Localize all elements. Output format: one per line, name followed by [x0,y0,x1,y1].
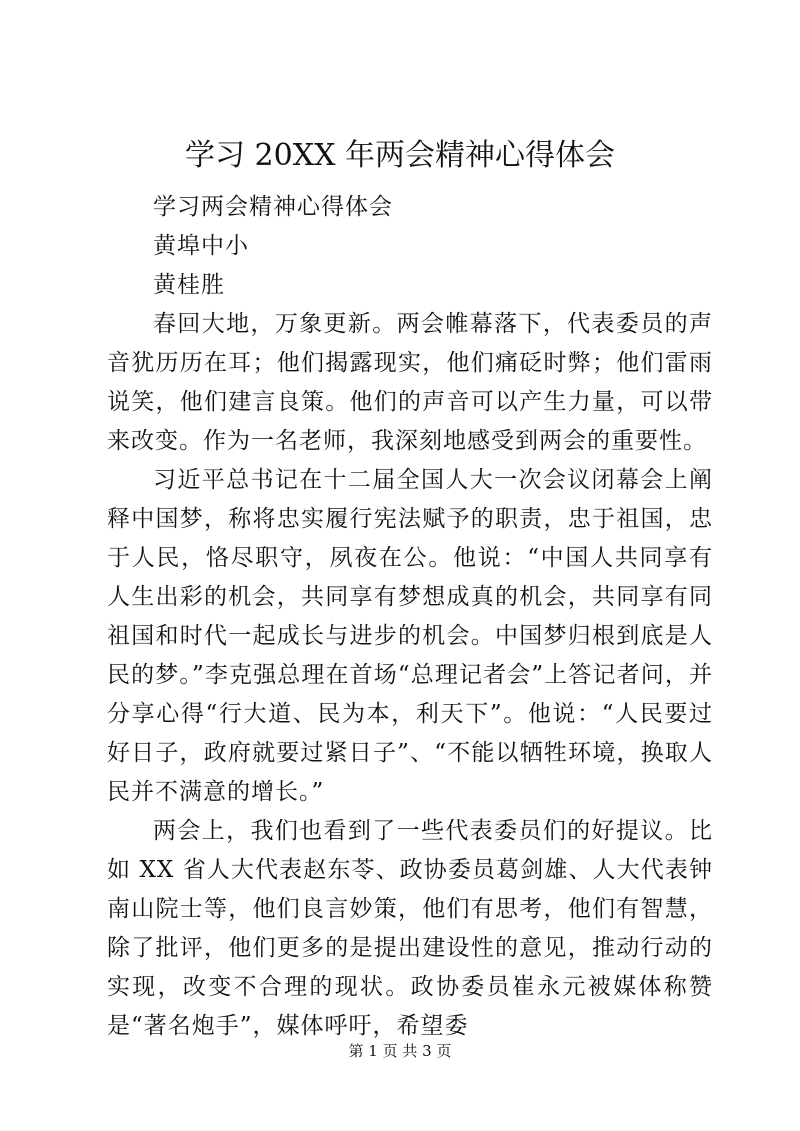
subtitle-paragraph: 学习两会精神心得体会 [153,194,393,220]
school-paragraph: 黄埠中小 [153,233,249,259]
document-body [107,188,713,1046]
body-paragraph: 习近平总书记在十二届全国人大一次会议闭幕会上阐释中国梦，称将忠实履行宪法赋予的职责，忠于祖国，忠于人民，恪尽职守，夙夜在公。他说：“中国人共同享有人生出彩的机会，共同享有梦想成真的机会，共同享有同祖国和时代一起成长与进步的机会。中国梦归根到底是人民的梦。”李克强总理在首场“总理记者会”上答记者问，并分享心得“行大道、民为本，利天下”。他说：“人民要过好日子，政府就要过紧日子”、“不能以牺牲环境，换取人民并不满意的增长。” [107,467,713,805]
author-paragraph: 黄桂胜 [153,272,225,298]
body-paragraph: 春回大地，万象更新。两会帷幕落下，代表委员的声音犹历历在耳；他们揭露现实，他们痛砭时弊；他们雷雨说笑，他们建言良策。他们的声音可以产生力量，可以带来改变。作为一名老师，我深刻地感受到两会的重要性。 [107,311,713,454]
body-paragraph: 两会上，我们也看到了一些代表委员们的好提议。比如 XX 省人大代表赵东苓、政协委员葛剑雄、人大代表钟南山院士等，他们良言妙策，他们有思考，他们有智慧，除了批评，他们更多的是提出建设性的意见，推动行动的实现，改变不合理的现状。政协委员崔永元被媒体称赞是“著名炮手”，媒体呼吁，希望委 [107,818,713,1039]
page-number-footer: 第 1 页 共 3 页 [348,1042,452,1060]
document-title: 学习 20XX 年两会精神心得体会 [185,138,615,173]
